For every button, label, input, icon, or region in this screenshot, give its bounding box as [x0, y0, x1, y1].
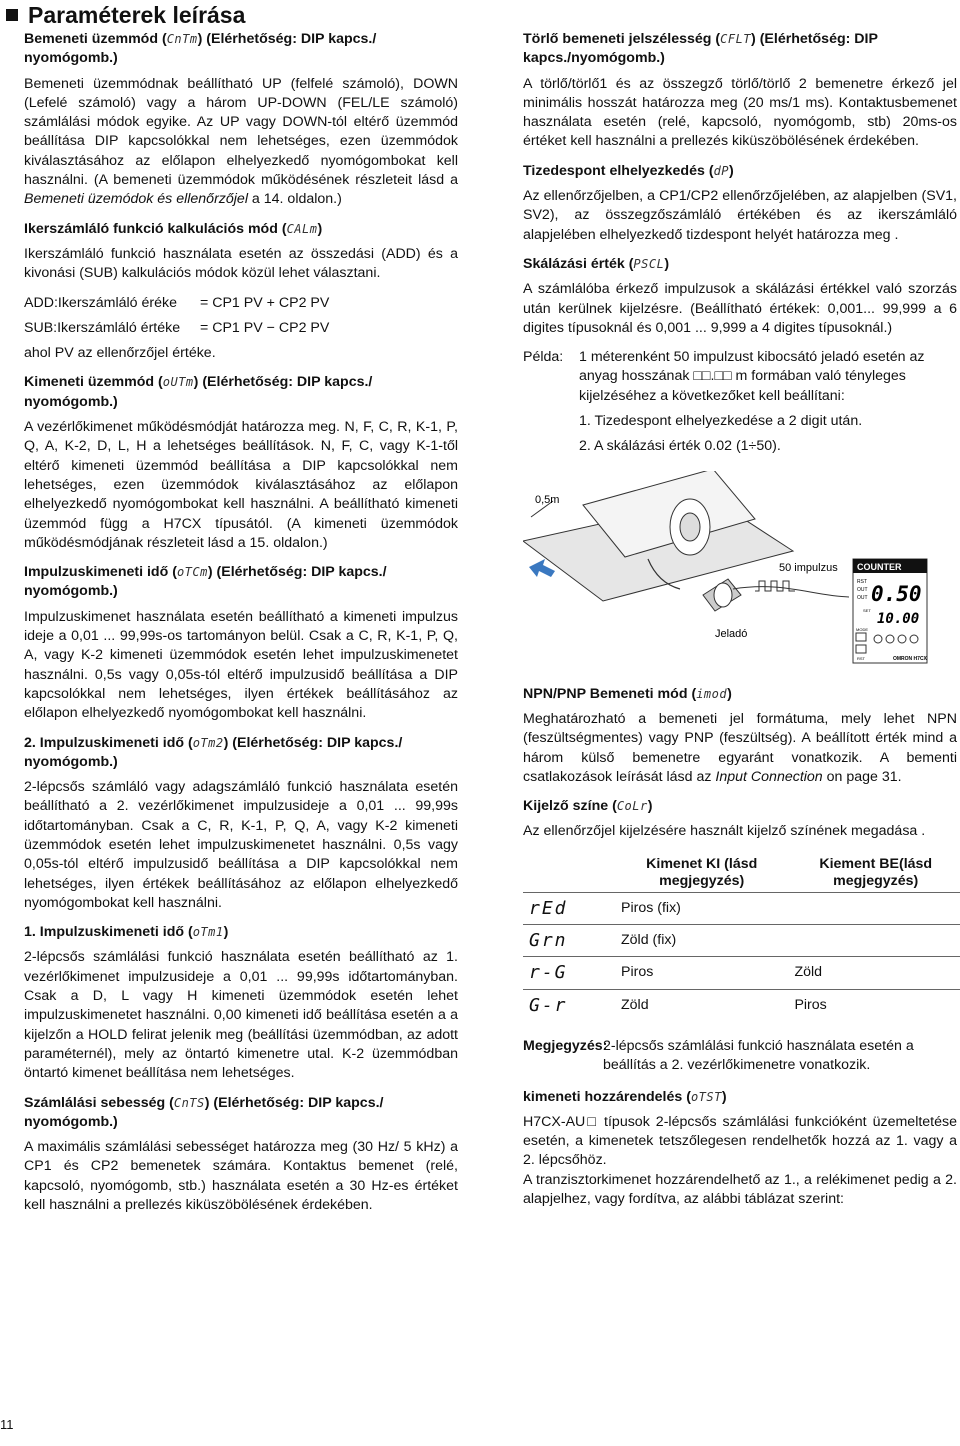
lcd-code-otm1: oTm1 — [192, 925, 224, 940]
counter-mode-label: MODE — [856, 626, 868, 632]
section-heading-output-assignment: kimeneti hozzárendelés (oTST) — [523, 1088, 727, 1105]
output-off-cell: Zöld (fix) — [615, 925, 788, 957]
example-label: Példa: — [523, 349, 564, 366]
paragraph: A vezérlőkimenet működésmódját határozza meg. N, F, C, R, K-1, P, Q, A, K-2, D, L, H a lehetséges beállítások. N, F, C, vagy K-1-től eltérő kimeneti üzemmód beállítása a DIP kapcsolókkal nem lehetséges, ezen üzemmódok kiválasztásához az előlapon elhelyezkedő nyomógombokat kell használni. A beállítható kimeneti üzemmód függ a H7CX típusától. (A kimeneti üzemmódok működésmódjának részleteit lásd a 15. oldalon.) — [24, 419, 458, 551]
counter-mode-button — [856, 633, 866, 641]
output-on-cell — [788, 892, 960, 924]
output-off-cell: Piros — [615, 957, 788, 989]
section-heading-reset-width: Törlő bemeneti jelszélesség (CFLT) (Elérhetőség: DIP kapcs./nyomógomb.) — [523, 31, 878, 67]
pulse-train-icon — [755, 581, 795, 591]
lcd-code-otcm: oTCm — [176, 565, 208, 580]
paragraph: Az ellenőrzőjelben, a CP1/CP2 ellenőrzőjelében, az alapjelben (SV1, SV2), az összegzőszámláló értékében és az ikerszámláló alapjelében elhelyezkedő tizdespont helyét határozza meg . — [523, 188, 957, 243]
counter-key — [898, 635, 906, 643]
bullet-square-icon — [6, 9, 18, 21]
paragraph: Meghatározható a bemeneti jel formátuma, mely lehet NPN (feszültségmentes) vagy PNP (feszültség). A beállított érték mind a három külső bemenetre egyaránt vonatkozik. A bementi csatlakozások leírását lásd az Input Connection on page 31. — [523, 710, 957, 785]
paragraph: Ikerszámláló funkció használata esetén az összedási (ADD) és a kivonási (SUB) kalkulációs módok közül lehet választani. — [24, 245, 458, 282]
counter-key — [886, 635, 894, 643]
table-header-blank — [523, 852, 615, 893]
table-row — [523, 892, 960, 924]
color-code-cell: rEd — [523, 892, 615, 924]
section-heading-decimal-point: Tizedespont elhelyezkedés (dP) — [523, 162, 734, 179]
paragraph: Az ellenőrzőjel kijelzésére használt kijelző színének megadása . — [523, 823, 926, 840]
indicator-out1: OUT — [857, 586, 868, 593]
encoder-figure — [523, 471, 957, 671]
paragraph: 2-lépcsős számlálási funkció használata esetén beállítható az 1. vezérlőkimenet impulzusideje a 0,01 ... 99,99s időtartományban. Csak a D, L vagy H kimeneti üzemmódok esetén lehet impulzuskimenetet használni. 0,00 kimeneti idő beállítása esetén a a kijelzőn a HOLD felirat jelenik meg (beállítási üzemmódban, az adott paraméternél), mely az öntartó kimenetre utal. K-2 üzemmódban öntartó kimenet beállítása nem lehetséges. — [24, 949, 458, 1082]
counter-title: COUNTER — [857, 561, 902, 572]
section-heading-pulse-time-2: 2. Impulzuskimeneti idő (oTm2) (Elérhetőség: DIP kapcs./ nyomógomb.) — [24, 734, 403, 770]
encoder-label: Jeladó — [715, 627, 748, 640]
lcd-code-pscl: PSCL — [633, 256, 665, 271]
table-header-row — [523, 852, 960, 893]
color-code-cell: Grn — [523, 925, 615, 957]
paragraph: A tranzisztorkimenet hozzárendelhető az 1., a relékimenet pedig a 2. alapjelhez, vagy fordítva, az alábbi táblázat szerint: — [523, 1171, 957, 1207]
section-heading-input-mode: Bemeneti üzemmód (CnTm) (Elérhetőség: DIP kapcs./ nyomógomb.) — [24, 31, 377, 67]
page-title: Paraméterek leírása — [6, 2, 245, 29]
lcd-code-colr: CoLr — [616, 799, 648, 814]
section-heading-output-mode: Kimeneti üzemmód (oUTm) (Elérhetőség: DIP kapcs./ nyomógomb.) — [24, 374, 373, 410]
table-row — [523, 925, 960, 957]
lcd-code-imod: imod — [696, 686, 728, 701]
indicator-out2: OUT — [857, 594, 868, 601]
counter-rst-label: RST — [857, 655, 865, 661]
encoder-face — [714, 583, 732, 607]
example-line: 1. Tizedespont elhelyezkedése a 2 digit után. — [579, 413, 863, 430]
counter-brand: OMRON H7CX — [893, 655, 927, 662]
section-heading-pulse-time: Impulzuskimeneti idő (oTCm) (Elérhetőség: DIP kapcs./ nyomógomb.) — [24, 564, 387, 600]
section-heading-count-speed: Számlálási sebesség (CnTS) (Elérhetőség: DIP kapcs./ nyomógomb.) — [24, 1094, 384, 1130]
paragraph: H7CX-AU□ típusok 2-lépcsős számlálási funkcióként üzemeltetése esetén, a kimenetek tetszőlegesen rendelhetők hozzá az 1. vagy a 2. lépcsőhöz. — [523, 1113, 957, 1169]
section-heading-calc-mode: Ikerszámláló funkció kalkulációs mód (CALm) — [24, 220, 323, 237]
example-line: 2. A skálázási érték 0.02 (1÷50). — [579, 438, 781, 455]
display-color-table — [523, 852, 960, 1021]
lcd-code-cntm: CnTm — [166, 32, 198, 46]
note-block — [523, 1037, 957, 1076]
output-on-cell: Zöld — [788, 957, 960, 989]
cable — [733, 586, 849, 596]
paragraph: ahol PV az ellenőrzőjel értéke. — [24, 345, 216, 362]
counter-value-pv: 0.50 — [871, 581, 922, 606]
color-code-cell: G-r — [523, 989, 615, 1021]
table-row — [523, 957, 960, 989]
encoder-illustration — [523, 471, 957, 671]
lcd-code-cnts: CnTS — [173, 1095, 205, 1110]
table-row — [523, 989, 960, 1021]
section-heading-display-color: Kijelző színe (CoLr) — [523, 798, 653, 815]
output-off-cell: Zöld — [615, 989, 788, 1021]
lcd-code-cflt: CFLT — [720, 32, 752, 46]
paragraph: Impulzuskimenet használata esetén beállítható a kimeneti impulzus ideje a 0,01 ... 99,99s-os tartományon belül. Csak a C, R, K-1, P, Q, A, vagy K-2 kimeneti üzemmódok esetén lehet impulzuskimenetet használni. 0,5s vagy 0,05s-tól eltérő impulzusidő beállítása a DIP kapcsolókkal nem lehetséges, ilyen értékek beállításához az előlapon elhelyezkedő nyomógombokat kell használni. — [24, 608, 458, 722]
paragraph: 2-lépcsős számláló vagy adagszámláló funkció használata esetén beállítható a 2. vezérlőkimenet impulzusideje a 0,01 ... 99,99s időtartományban. Csak a C, R, K-1, P, Q, A, vagy K-2 kimeneti üzemmódok esetén lehet impulzuskimenetet használni. 0,5s vagy 0,05s-tól eltérő impulzusidő beállítása a DIP kapcsolókkal nem lehetséges, ilyen értékek beállításához az előlapon elhelyezkedő nyomógombokat kell használni. — [24, 779, 458, 911]
counter-key — [910, 635, 918, 643]
section-heading-pulse-time-1: 1. Impulzuskimeneti idő (oTm1) — [24, 924, 229, 941]
section-heading-scaling: Skálázási érték (PSCL) — [523, 255, 670, 272]
lcd-code-calm: CALm — [286, 221, 318, 236]
equation-add: ADD:Ikerszámláló éréke = CP1 PV + CP2 PV — [24, 294, 330, 311]
equation-sub: SUB:Ikerszámláló értéke = CP1 PV − CP2 PV — [24, 319, 330, 336]
indicator-set: SET — [863, 607, 871, 613]
pulse-label: 50 impulzus — [779, 561, 838, 574]
output-on-cell — [788, 925, 960, 957]
output-off-cell: Piros (fix) — [615, 892, 788, 924]
table-header-output-off: Kimenet KI (lásd megjegyzés) — [646, 855, 758, 889]
paragraph: A törlő/törlő1 és az összegző törlő/törlő 2 bemenetre érkező jel minimális hosszát határozza meg (20 ms/1 ms). Kontaktusbemenet használata esetén (relé, kapcsoló, nyomógomb, stb) 20ms-os értéket kell használni a prellezés kiküszöbölésének érdekében. — [523, 75, 957, 150]
paragraph: Bemeneti üzemmódnak beállítható UP (felfelé számoló), DOWN (Lefelé számoló) vagy a három UP-DOWN (FEL/LE számoló) számlálási módok egyike. Az UP vagy DOWN-tól eltérő üzemmód beállítása DIP kapcsolókkal nem lehetséges, ezen üzemmódok kiválasztásához az előlapon elhelyezkedő nyomógombokat kell használni. (A bemeneti üzemmódok működésének részleteit lásd a Bemeneti üzemódok és ellenőrzőjel a 14. oldalon.) — [24, 75, 458, 208]
color-code-cell: r-G — [523, 957, 615, 989]
page-number: 11 — [0, 1417, 14, 1432]
lcd-code-otst: oTST — [690, 1089, 722, 1104]
example-block — [523, 348, 957, 462]
output-on-cell: Piros — [788, 989, 960, 1021]
lcd-code-otm2: oTm2 — [192, 735, 224, 750]
paragraph: A számlálóba érkező impulzusok a skálázási értékkel való szorzás után kerülnek kijelzésre. (Beállítható értékek: 0,001... 99,999 a 6 digites típusoknál és 0,001 ... 9,999 a 4 digites típusoknál.) — [523, 281, 957, 336]
counter-key — [874, 635, 882, 643]
example-line: 1 méterenként 50 impulzust kibocsátó jeladó esetén az anyag hosszának □□.□□ m formában való tényleges kijelzéséhez a következőket kell beállítani: — [579, 349, 925, 404]
section-heading-npn-pnp: NPN/PNP Bemeneti mód (imod) — [523, 685, 732, 702]
note-label: Megjegyzés: — [523, 1037, 608, 1054]
lcd-code-dp: dP — [713, 163, 730, 178]
length-label: 0,5m — [535, 493, 560, 506]
indicator-rst: RST — [857, 578, 867, 585]
paragraph: A maximális számlálási sebességet határozza meg (30 Hz/ 5 kHz) a CP1 és CP2 bemenetek számára. Kontaktus bemenet (relé, kapcsoló, nyomógomb, stb.) használata esetén a 30 Hz-es értéket kell használni a prellezés kiküszöbölésének érdekében. — [24, 1139, 458, 1214]
counter-rst-button — [856, 645, 866, 653]
table-header-output-on: Kiement BE(lásd megjegyzés) — [819, 855, 933, 889]
counter-value-sv: 10.00 — [877, 610, 920, 627]
lcd-code-outm: oUTm — [162, 375, 194, 390]
right-column — [523, 30, 957, 1219]
note-text: 2-lépcsős számlálási funkció használata esetén a beállítás a 2. vezérlőkimenetre vonatkozik. — [603, 1037, 914, 1074]
roller-axle — [680, 513, 700, 541]
left-column — [24, 30, 458, 1225]
